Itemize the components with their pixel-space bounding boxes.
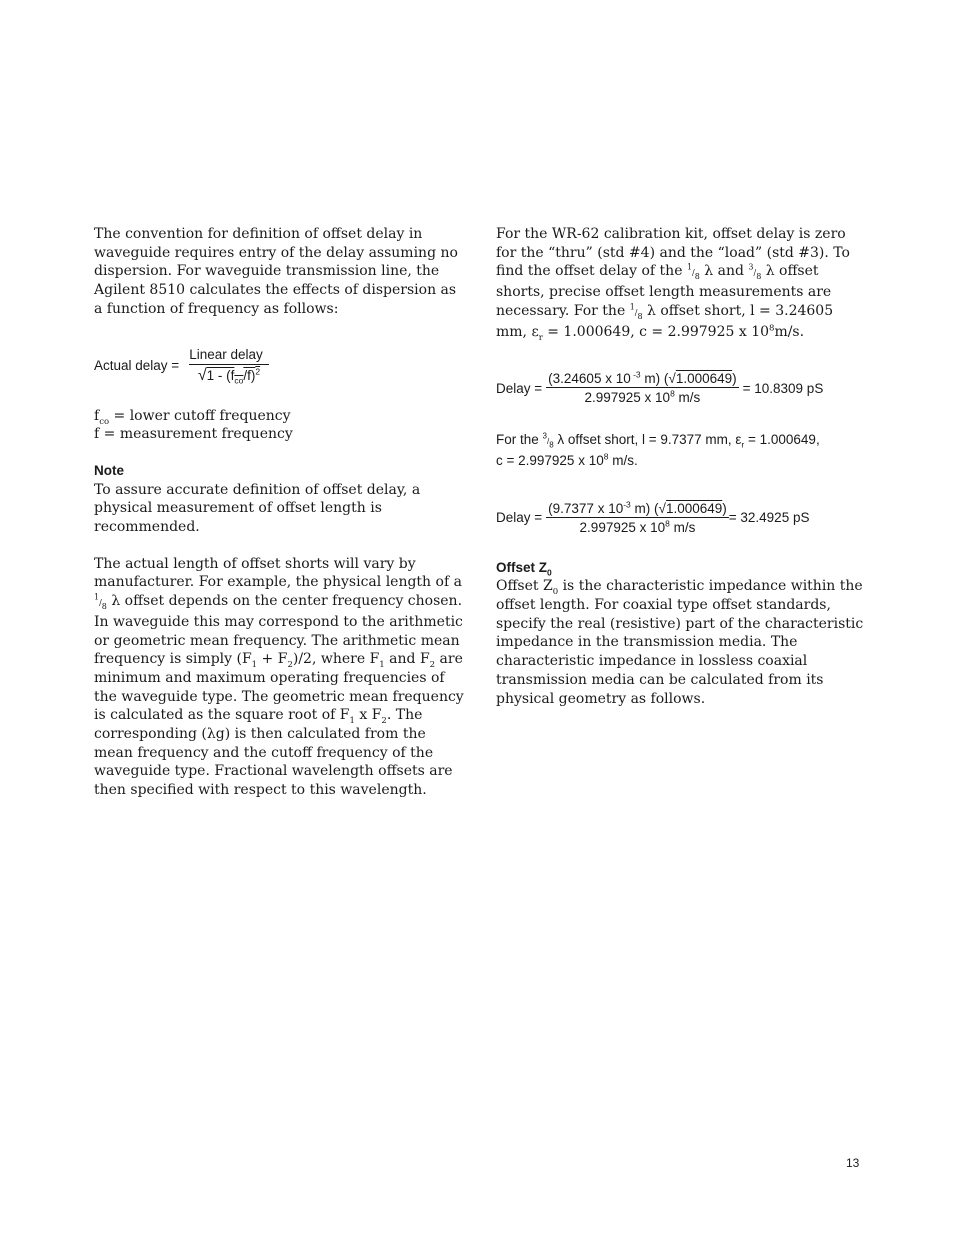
f1-sqrt: √ <box>668 371 676 387</box>
f1-numerator <box>546 371 738 388</box>
f1-den-a: 2.997925 x 10 <box>584 390 671 406</box>
f1-rhs: = 10.8309 pS <box>742 380 824 396</box>
fco-sub: co <box>99 416 110 427</box>
f2-den-a: 2.997925 x 10 <box>579 519 666 535</box>
p2-d: )/2, where F <box>292 651 380 668</box>
r-f1n: 1 <box>686 262 693 272</box>
fco-definition <box>94 407 466 426</box>
f-definition: f = measurement frequency <box>94 426 293 443</box>
f1-lhs: Delay = <box>496 380 543 396</box>
p2-g: x F <box>354 707 382 724</box>
f2-den-b: m/s <box>669 519 696 535</box>
f1-den-sup: 8 <box>670 388 675 399</box>
f1-num-b: m) ( <box>640 371 669 387</box>
f2-numerator <box>546 501 729 518</box>
p2-b: λ offset depends on the center frequency chosen. In waveguide this may correspond to the arithmetic or geometric mean frequency. The arithmetic mean frequency is simply (F <box>94 593 463 668</box>
p2-s2: 2 <box>287 660 293 671</box>
f2-denominator <box>580 518 696 535</box>
f2-rhs: = 32.4925 pS <box>728 510 810 526</box>
pb-fs: / <box>546 437 550 447</box>
formula-lhs: Actual delay = <box>94 358 180 374</box>
f2-num-b: m) ( <box>630 500 659 516</box>
p2-a: The actual length of offset shorts will vary by manufacturer. For example, the physical length of a <box>94 555 462 591</box>
offset-z0-heading <box>496 559 868 578</box>
r-f3s: / <box>634 307 638 317</box>
p2-frac-d: 8 <box>101 601 107 611</box>
r-f1s: / <box>692 268 695 278</box>
z0-b: is the characteristic impedance within the offset length. For coaxial type offset standards, specify the real (resistive) part of the characteristic impedance in the transmission media. The characteristic impedance in lossless coaxial transmission media can be calculated from its physical geometry as follows. <box>496 578 864 707</box>
p2-s3: 1 <box>379 660 385 671</box>
fco-text: = lower cutoff frequency <box>109 407 291 424</box>
pb-c: = 1.000649, <box>744 432 820 448</box>
p2-s1: 1 <box>251 660 258 671</box>
p2-s6: 2 <box>381 716 387 727</box>
r-f2d: 8 <box>756 272 762 282</box>
z0-sub: 0 <box>552 587 559 598</box>
r-a: For the WR-62 calibration kit, offset delay is zero for the “thru” (std #4) and the “load” (std #3). To find the offset delay of the <box>496 226 850 280</box>
left-column <box>94 225 466 800</box>
page-number: 13 <box>846 1156 860 1170</box>
z0-heading-sub: 0 <box>547 567 552 578</box>
r-f2n: 3 <box>748 262 754 272</box>
p2-f: are minimum and maximum operating frequencies of the waveguide type. The geometric mean frequency is calculated as the square root of F <box>94 651 464 724</box>
f2-lhs: Delay = <box>496 510 543 526</box>
pb-b: λ offset short, l = 9.7377 mm, ε <box>553 432 742 448</box>
r-c: λ offset shorts, precise offset length measurements are necessary. For the <box>496 263 832 319</box>
f1-num-c: ) <box>732 371 737 387</box>
f1-fraction <box>546 371 738 405</box>
r-sup8: 8 <box>769 322 775 333</box>
p2-frac-slash: / <box>99 598 102 608</box>
f2-den-sup: 8 <box>665 518 670 529</box>
r-f2s: / <box>753 268 757 278</box>
r-b: λ and <box>699 263 749 280</box>
den-sub: co <box>234 375 244 386</box>
den-part-b: /f) <box>243 367 256 383</box>
delay-formula-2 <box>496 501 868 535</box>
f2-num-val: 1.000649 <box>665 500 723 516</box>
den-sup: 2 <box>255 366 261 377</box>
sqrt-content <box>206 366 261 386</box>
r-d: λ offset short, l = 3.24605 mm, ε <box>496 302 834 340</box>
note-heading: Note <box>94 462 124 478</box>
r-f: m/s. <box>774 323 805 340</box>
r-er-sub: r <box>538 332 543 343</box>
offset-z0-paragraph <box>496 577 868 708</box>
formula-numerator: Linear delay <box>189 347 269 365</box>
intro-paragraph: The convention for definition of offset delay in waveguide requires entry of the delay assuming no dispersion. For waveguide transmission line, the Agilent 8510 calculates the effects of dispersion as a function of frequency as follows: <box>94 226 458 317</box>
offset-length-paragraph <box>94 555 466 800</box>
note-text: To assure accurate definition of offset delay, a physical measurement of offset length is recommended. <box>94 481 421 536</box>
formula-fraction <box>189 347 269 385</box>
z0-heading-text: Offset Z <box>496 559 548 575</box>
p2-frac-n: 1 <box>94 592 100 602</box>
f2-num-a: (9.7377 x 10 <box>548 500 624 516</box>
p2-c: + F <box>257 651 288 668</box>
right-column <box>496 225 868 708</box>
f1-den-b: m/s <box>674 390 701 406</box>
pb-line2-a: c = 2.997925 x 10 <box>496 452 604 468</box>
pb-fn: 3 <box>542 431 547 441</box>
p2-e: and F <box>384 651 430 668</box>
f2-sqrt: √ <box>658 500 666 516</box>
fco-symbol: f <box>94 407 100 424</box>
f2-num-c: ) <box>722 500 727 516</box>
f2-fraction <box>546 501 729 535</box>
wr62-paragraph <box>496 225 868 341</box>
formula-denominator <box>198 365 260 385</box>
pb-fd: 8 <box>549 440 554 450</box>
p2-s4: 2 <box>429 660 436 671</box>
r-f3d: 8 <box>637 311 643 321</box>
r-f1d: 8 <box>694 272 700 282</box>
p2-s5: 1 <box>349 716 355 727</box>
den-part-a: 1 - (f <box>206 367 235 383</box>
pb-line2-sup: 8 <box>603 451 609 462</box>
three-eighth-paragraph <box>496 431 868 470</box>
pb-line2-b: m/s. <box>608 452 638 468</box>
sqrt-symbol: √ <box>197 366 207 384</box>
f1-num-val: 1.000649 <box>675 371 733 387</box>
f1-num-sup: -3 <box>630 369 641 380</box>
delay-formula-1 <box>496 371 868 405</box>
r-e: = 1.000649, c = 2.997925 x 10 <box>542 323 770 340</box>
z0-a: Offset Z <box>496 578 553 595</box>
r-f3n: 1 <box>629 302 635 312</box>
pb-er-sub: r <box>741 439 745 450</box>
f1-num-a: (3.24605 x 10 <box>548 371 631 387</box>
p2-h: . The corresponding (λg) is then calculated from the mean frequency and the cutoff frequency of the waveguide type. Fractional wavelength offsets are then specified with respect to this wavelength. <box>94 707 453 799</box>
actual-delay-formula <box>94 347 466 385</box>
f2-num-sup: -3 <box>623 499 631 510</box>
pb-a: For the <box>496 432 543 448</box>
f1-denominator <box>584 388 700 405</box>
